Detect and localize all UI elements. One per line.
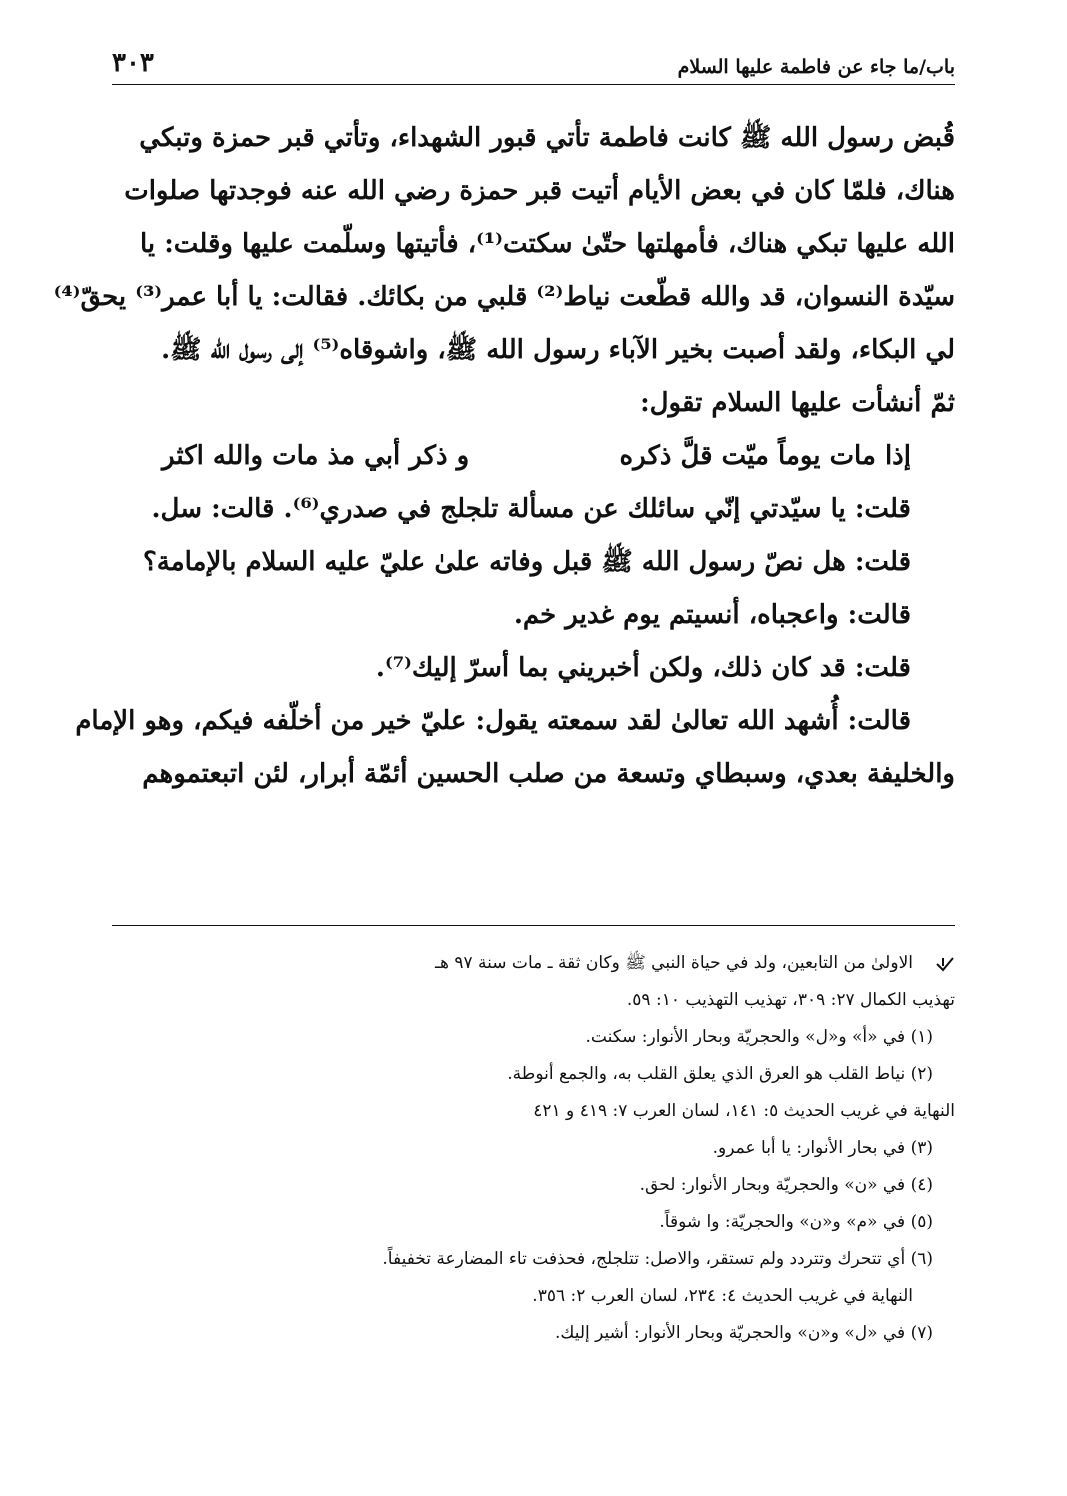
footnote-prefatory: تهذيب الكمال ٢٧: ٣٠٩، تهذيب التهذيب ١٠: ٥٩. [626, 990, 955, 1010]
poem-first-hemistich: إذا مات يوماً ميّت قلَّ ذكره [619, 441, 911, 471]
text-line: لي البكاء، ولقد أصبت بخير الآباء رسول الله ﷺ، واشوقاه⁽⁵⁾ إلى رسول الله ﷺ. [161, 335, 955, 365]
footnote-source: النهاية في غريب الحديث ٥: ١٤١، لسان العرب ٧: ٤١٩ و ٤٢١ [533, 1101, 955, 1121]
running-head: باب/ما جاء عن فاطمة عليها السلام [677, 56, 955, 78]
footnote-item: (١) في «أ» و«ل» والحجريّة وبحار الأنوار: سكنت. [585, 1027, 933, 1047]
footnote-source: النهاية في غريب الحديث ٤: ٢٣٤، لسان العرب ٢: ٣٥٦. [532, 1286, 913, 1306]
page-header [112, 38, 955, 85]
footnote-divider [112, 925, 955, 926]
text-line: الله عليها تبكي هناك، فأمهلتها حتّىٰ سكتت⁽¹⁾، فأتيتها وسلّمت عليها وقلت: يا [140, 229, 955, 259]
footnote-prefatory: الاولىٰ من التابعين، ولد في حياة النبي ﷺ وكان ثقة ـ مات سنة ٩٧ هـ [112, 945, 955, 982]
footnote-item: (٣) في بحار الأنوار: يا أبا عمرو. [712, 1138, 933, 1158]
dialogue-line: قلت: يا سيّدتي إنّي سائلك عن مسألة تلجلج في صدري⁽⁶⁾. قالت: سل. [151, 494, 911, 524]
footnotes [112, 945, 955, 1352]
closing-line: والخليفة بعدي، وسبطاي وتسعة من صلب الحسين أئمّة أبرار، لئن اتبعتموهم [142, 759, 955, 789]
poem-second-hemistich: و ذكر أبي مذ مات والله اكثر [162, 441, 470, 471]
footnote-item: (٧) في «ل» و«ن» والحجريّة وبحار الأنوار: أشير إليك. [554, 1323, 933, 1343]
page-number: ٣٠٣ [112, 48, 154, 78]
dialogue-line: قالت: واعجباه، أنسيتم يوم غدير خم. [513, 600, 911, 630]
text-line: هناك، فلمّا كان في بعض الأيام أتيت قبر حمزة رضي الله عنه فوجدتها صلوات [124, 176, 955, 206]
footnote-item: (٤) في «ن» والحجريّة وبحار الأنوار: لحق. [639, 1175, 933, 1195]
dialogue-line: قلت: قد كان ذلك، ولكن أخبريني بما أسرّ إليك⁽⁷⁾. [375, 653, 911, 683]
dialogue-line: قلت: هل نصّ رسول الله ﷺ قبل وفاته علىٰ عليّ عليه السلام بالإمامة؟ [142, 547, 911, 577]
text-line: قُبض رسول الله ﷺ كانت فاطمة تأتي قبور الشهداء، وتأتي قبر حمزة وتبكي [139, 123, 955, 153]
text-line: ثمّ أنشأت عليها السلام تقول: [640, 388, 955, 418]
closing-line: قالت: أُشهد الله تعالىٰ لقد سمعته يقول: عليّ خير من أخلّفه فيكم، وهو الإمام [75, 706, 911, 736]
poem-verse [112, 430, 955, 483]
footnote-item: (٥) في «م» و«ن» والحجريّة: وا شوقاً. [659, 1212, 933, 1232]
text-line: سيّدة النسوان، قد والله قطّعت نياط⁽²⁾ قلبي من بكائك. فقالت: يا أبا عمر⁽³⁾ يحقّ⁽⁴⁾ [53, 282, 955, 312]
footnote-item: (٦) أي تتحرك وتتردد ولم تستقر، والاصل: تتلجلج، فحذفت تاء المضارعة تخفيفاً. [382, 1249, 933, 1269]
footnote-marker-icon [935, 955, 955, 973]
main-text [53, 112, 955, 801]
footnote-item: (٢) نياط القلب هو العرق الذي يعلق القلب به، والجمع أنوطة. [507, 1064, 933, 1084]
